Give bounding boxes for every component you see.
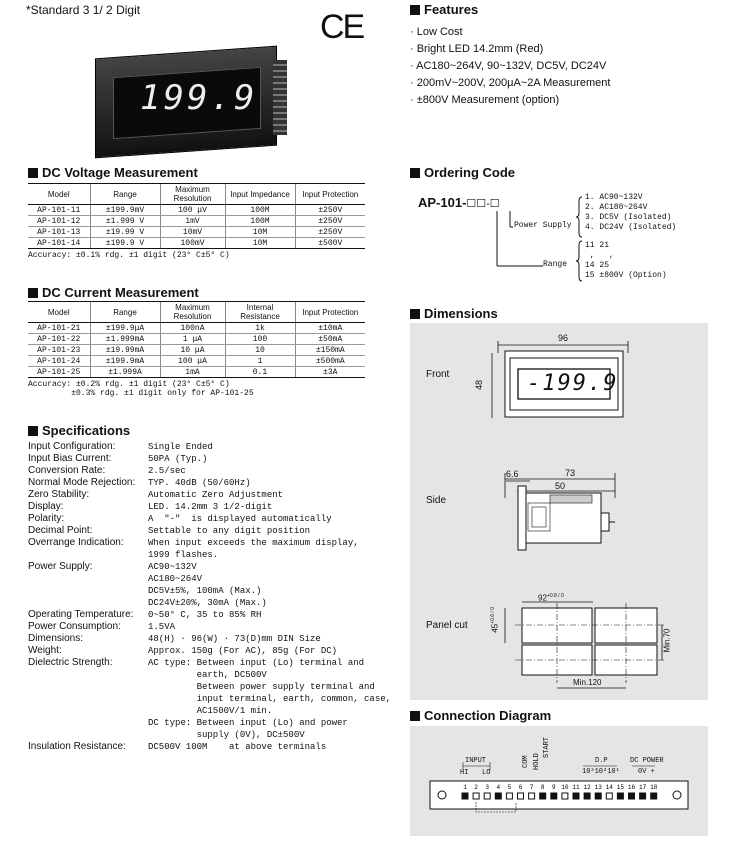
range-options: 11 21 , , 14 25 15 ±800V (Option) [585, 241, 667, 280]
table-header: Maximum Resolution [160, 302, 225, 323]
hi-label: HI [460, 769, 469, 777]
width-dim: 96 [558, 333, 569, 343]
spec-row [28, 537, 391, 561]
table-cell: 10 [225, 345, 295, 356]
table-row [28, 238, 365, 249]
spec-label: Power Supply: [28, 561, 93, 572]
table-cell: ±250V [295, 227, 365, 238]
table-header: Internal Resistance [225, 302, 295, 323]
spec-label: Input Configuration: [28, 441, 116, 452]
specs-heading: Specifications [42, 423, 131, 438]
spec-value: 2.5/sec [148, 466, 186, 476]
spec-row [28, 501, 391, 513]
connection-panel [410, 726, 708, 836]
table-row [28, 356, 365, 367]
dp-label: D.P [595, 757, 608, 765]
power-option: 1. AC90~132V [585, 193, 643, 202]
terminal-pin [540, 793, 546, 799]
table-cell: ±500V [295, 238, 365, 249]
pin-number: 2 [474, 784, 478, 791]
terminal-pin [562, 793, 568, 799]
spec-label: Conversion Rate: [28, 465, 106, 476]
terminal-pin [529, 793, 535, 799]
table-header: Model [28, 302, 90, 323]
terminal-pin [651, 793, 657, 799]
table-row [28, 227, 365, 238]
product-photo [95, 30, 290, 155]
pin-number: 9 [551, 784, 556, 791]
spec-label: Zero Stability: [28, 489, 90, 500]
table-cell: ±199.9μA [90, 323, 160, 334]
spec-value: 48(H) · 96(W) · 73(D)mm DIN Size [148, 634, 321, 644]
table-cell: ±19.99mA [90, 345, 160, 356]
table-cell: 1 [225, 356, 295, 367]
terminal-pin [629, 793, 635, 799]
table-cell: AP-101-24 [28, 356, 90, 367]
table-row [28, 367, 365, 378]
terminal-pin [462, 793, 468, 799]
terminal-pin [484, 793, 490, 799]
table-cell: 1 μA [160, 334, 225, 345]
page-title: *Standard 3 1/ 2 Digit [26, 3, 141, 17]
spec-row [28, 477, 391, 489]
spec-value: 0~50° C, 35 to 85% RH [148, 610, 262, 620]
table-cell: AP-101-14 [28, 238, 90, 249]
spec-label: Display: [28, 501, 64, 512]
pin-number: 17 [638, 784, 647, 791]
table-cell: ±199.9 V [90, 238, 160, 249]
dcv-table [28, 183, 365, 249]
spec-label: Dielectric Strength: [28, 657, 113, 668]
spec-row [28, 621, 391, 633]
table-cell: 100nA [160, 323, 225, 334]
table-cell: AP-101-13 [28, 227, 90, 238]
pin-number: 3 [485, 784, 490, 791]
feature-item: · Low Cost [410, 26, 463, 38]
connection-heading: Connection Diagram [424, 708, 552, 723]
table-cell: 100 [225, 334, 295, 345]
ordering-section [410, 165, 740, 290]
spec-value: AC90~132V AC180~264V DC5V±5%, 100mA (Max.) DC24V±20%, 30mA (Max.) [148, 562, 267, 608]
bezel-dim: 6.6 [506, 469, 519, 479]
feature-item: · Bright LED 14.2mm (Red) [410, 43, 544, 55]
table-cell: ±250V [295, 205, 365, 216]
table-cell: ±19.99 V [90, 227, 160, 238]
table-cell: ±3A [295, 367, 365, 378]
ordering-lines [410, 165, 740, 290]
dcv-accuracy: Accuracy: ±0.1% rdg. ±1 digit (23° C±5° C) [28, 251, 230, 260]
table-row [28, 345, 365, 356]
cut-height-dim: $45^{+0.6 / 0}$ [490, 606, 500, 633]
table-cell: 1k [225, 323, 295, 334]
pin-number: 18 [650, 784, 658, 791]
terminal-pin [473, 793, 479, 799]
terminal-pin [584, 793, 590, 799]
pin-number: 14 [605, 784, 613, 791]
cut-width-dim: $92^{+0.8 / 0}$ [538, 593, 564, 603]
table-cell: 10M [225, 238, 295, 249]
power-option: 2. AC180~264V [585, 203, 648, 212]
spec-row [28, 633, 391, 645]
table-cell: 10 μA [160, 345, 225, 356]
pin-number: 6 [518, 784, 523, 791]
min-vertical-dim: Min.70 [662, 628, 672, 653]
spec-label: Power Consumption: [28, 621, 121, 632]
front-label: Front [426, 369, 450, 380]
table-cell: 1mV [160, 216, 225, 227]
depth-dim: 73 [565, 468, 576, 478]
dci-heading: DC Current Measurement [42, 285, 199, 300]
spec-row [28, 609, 391, 621]
terminal-pin [506, 793, 512, 799]
spec-label: Insulation Resistance: [28, 741, 126, 752]
dimensions-heading-wrap [410, 306, 498, 321]
table-cell: ±50mA [295, 334, 365, 345]
spec-value: Single Ended [148, 442, 213, 452]
pin-number: 10 [561, 784, 569, 791]
power-supply-label: Power Supply [514, 221, 572, 230]
table-cell: 100M [225, 216, 295, 227]
specifications-section [28, 423, 391, 753]
table-row [28, 334, 365, 345]
input-label: INPUT [465, 757, 487, 765]
pin-number: 4 [496, 784, 501, 791]
features-heading: Features [424, 2, 479, 17]
pin-number: 7 [529, 784, 534, 791]
height-dim: 48 [474, 379, 485, 391]
side-label: Side [426, 495, 447, 506]
com-label: COM [522, 755, 530, 768]
pin-number: 12 [583, 784, 591, 791]
table-cell: AP-101-11 [28, 205, 90, 216]
terminal-pin [617, 793, 623, 799]
front-display: -199.9 [527, 371, 619, 396]
table-cell: ±1.999A [90, 367, 160, 378]
ce-mark: CE [320, 8, 364, 46]
spec-value: 1.5VA [148, 622, 176, 632]
spec-row [28, 645, 391, 657]
spec-value: DC500V 100M at above terminals [148, 742, 327, 752]
table-header: Input Protection [295, 184, 365, 205]
spec-label: Weight: [28, 645, 62, 656]
table-cell: ±10mA [295, 323, 365, 334]
feature-item: · AC180~264V, 90~132V, DC5V, DC24V [410, 60, 607, 72]
power-option: 4. DC24V (Isolated) [585, 223, 677, 232]
table-cell: ±199.9mV [90, 205, 160, 216]
features-section [410, 2, 610, 109]
dci-table [28, 301, 365, 378]
pin-number: 13 [594, 784, 602, 791]
min-horizontal-dim: Min.120 [573, 678, 602, 687]
spec-label: Decimal Point: [28, 525, 93, 536]
terminal-pin [606, 793, 612, 799]
pin-number: 1 [463, 784, 467, 791]
dci-accuracy: Accuracy: ±0.2% rdg. ±1 digit (23° C±5° C) ±0.3% rdg. ±1 digit only for AP-101-25 [28, 380, 254, 398]
table-cell: AP-101-25 [28, 367, 90, 378]
spec-value: A "-" is displayed automatically [148, 514, 332, 524]
spec-label: Polarity: [28, 513, 65, 524]
table-header: Input Impedance [225, 184, 295, 205]
power-option: 3. DC5V (Isolated) [585, 213, 672, 222]
table-cell: ±199.9mA [90, 356, 160, 367]
table-header: Maximum Resolution [160, 184, 225, 205]
spec-row [28, 657, 391, 741]
table-cell: AP-101-23 [28, 345, 90, 356]
table-header: Input Protection [295, 302, 365, 323]
table-cell: ±500mA [295, 356, 365, 367]
pin-number: 8 [540, 784, 545, 791]
dc-current-section [28, 285, 365, 398]
dc-power-label: DC POWER [630, 757, 664, 765]
spec-value: AC type: Between input (Lo) terminal and earth, DC500V Between power supply terminal and input terminal, earth, common, case, AC1500V/1 min. DC type: Between input (Lo) and power supply (0V), DC±500V [148, 658, 392, 740]
spec-value: Automatic Zero Adjustment [148, 490, 284, 500]
power-sub-label: 0V + [638, 768, 655, 776]
spec-row [28, 525, 391, 537]
spec-value: Approx. 150g (For AC), 85g (For DC) [148, 646, 338, 656]
table-row [28, 205, 365, 216]
terminal-pin [551, 793, 557, 799]
spec-row [28, 465, 391, 477]
spec-value: Settable to any digit position [148, 526, 311, 536]
table-cell: 10M [225, 227, 295, 238]
spec-row [28, 453, 391, 465]
spec-value: When input exceeds the maximum display, 1999 flashes. [148, 538, 359, 560]
feature-item: · 200mV~200V, 200μA~2A Measurement [410, 77, 611, 89]
spec-label: Dimensions: [28, 633, 84, 644]
feature-item: · ±800V Measurement (option) [410, 94, 560, 106]
table-cell: ±1.999mA [90, 334, 160, 345]
table-row [28, 323, 365, 334]
table-cell: AP-101-21 [28, 323, 90, 334]
body-depth-dim: 50 [555, 481, 566, 491]
table-cell: 100 μV [160, 205, 225, 216]
dp-sub-label: 10³10²10¹ [582, 768, 620, 776]
spec-value: LED. 14.2mm 3 1/2-digit [148, 502, 273, 512]
spec-row [28, 441, 391, 453]
pin-number: 5 [507, 784, 512, 791]
dimensions-heading: Dimensions [424, 306, 498, 321]
start-label: START [543, 736, 551, 758]
table-cell: 100mV [160, 238, 225, 249]
spec-row [28, 741, 391, 753]
features-list [410, 24, 610, 109]
table-cell: 0.1 [225, 367, 295, 378]
table-header: Range [90, 302, 160, 323]
spec-label: Overrange Indication: [28, 537, 124, 548]
table-cell: 100M [225, 205, 295, 216]
panel-cut-label: Panel cut [426, 620, 468, 631]
table-cell: 10mV [160, 227, 225, 238]
spec-label: Operating Temperature: [28, 609, 134, 620]
table-cell: AP-101-22 [28, 334, 90, 345]
dimensions-panel [410, 323, 708, 700]
table-header: Model [28, 184, 90, 205]
pin-number: 15 [616, 784, 625, 791]
specs-list [28, 441, 391, 753]
lo-label: LO [482, 769, 491, 777]
terminal-strip [410, 726, 708, 836]
range-label: Range [543, 260, 568, 269]
hold-label: HOLD [533, 753, 541, 770]
spec-value: 50PA (Typ.) [148, 454, 208, 464]
terminal-pin [495, 793, 501, 799]
table-row [28, 216, 365, 227]
pin-number: 11 [572, 784, 580, 791]
table-cell: ±1.999 V [90, 216, 160, 227]
table-header: Range [90, 184, 160, 205]
spec-row [28, 561, 391, 609]
pin-number: 16 [627, 784, 636, 791]
terminal-pin [595, 793, 601, 799]
ordering-heading: Ordering Code [424, 165, 516, 180]
spec-label: Normal Mode Rejection: [28, 477, 136, 488]
power-options [585, 193, 676, 233]
table-cell: AP-101-12 [28, 216, 90, 227]
ordering-code: AP-101-☐☐-☐ [418, 195, 500, 210]
terminal-pin [573, 793, 579, 799]
terminal-pin [518, 793, 524, 799]
table-cell: ±150mA [295, 345, 365, 356]
spec-row [28, 513, 391, 525]
led-display: 199.9 [140, 78, 258, 118]
dcv-heading: DC Voltage Measurement [42, 165, 198, 180]
terminal-pin [640, 793, 646, 799]
table-cell: ±250V [295, 216, 365, 227]
connection-heading-wrap [410, 708, 551, 723]
spec-label: Input Bias Current: [28, 453, 112, 464]
table-cell: 100 μA [160, 356, 225, 367]
dc-voltage-section [28, 165, 365, 260]
spec-value: TYP. 40dB (50/60Hz) [148, 478, 251, 488]
spec-row [28, 489, 391, 501]
table-cell: 1mA [160, 367, 225, 378]
